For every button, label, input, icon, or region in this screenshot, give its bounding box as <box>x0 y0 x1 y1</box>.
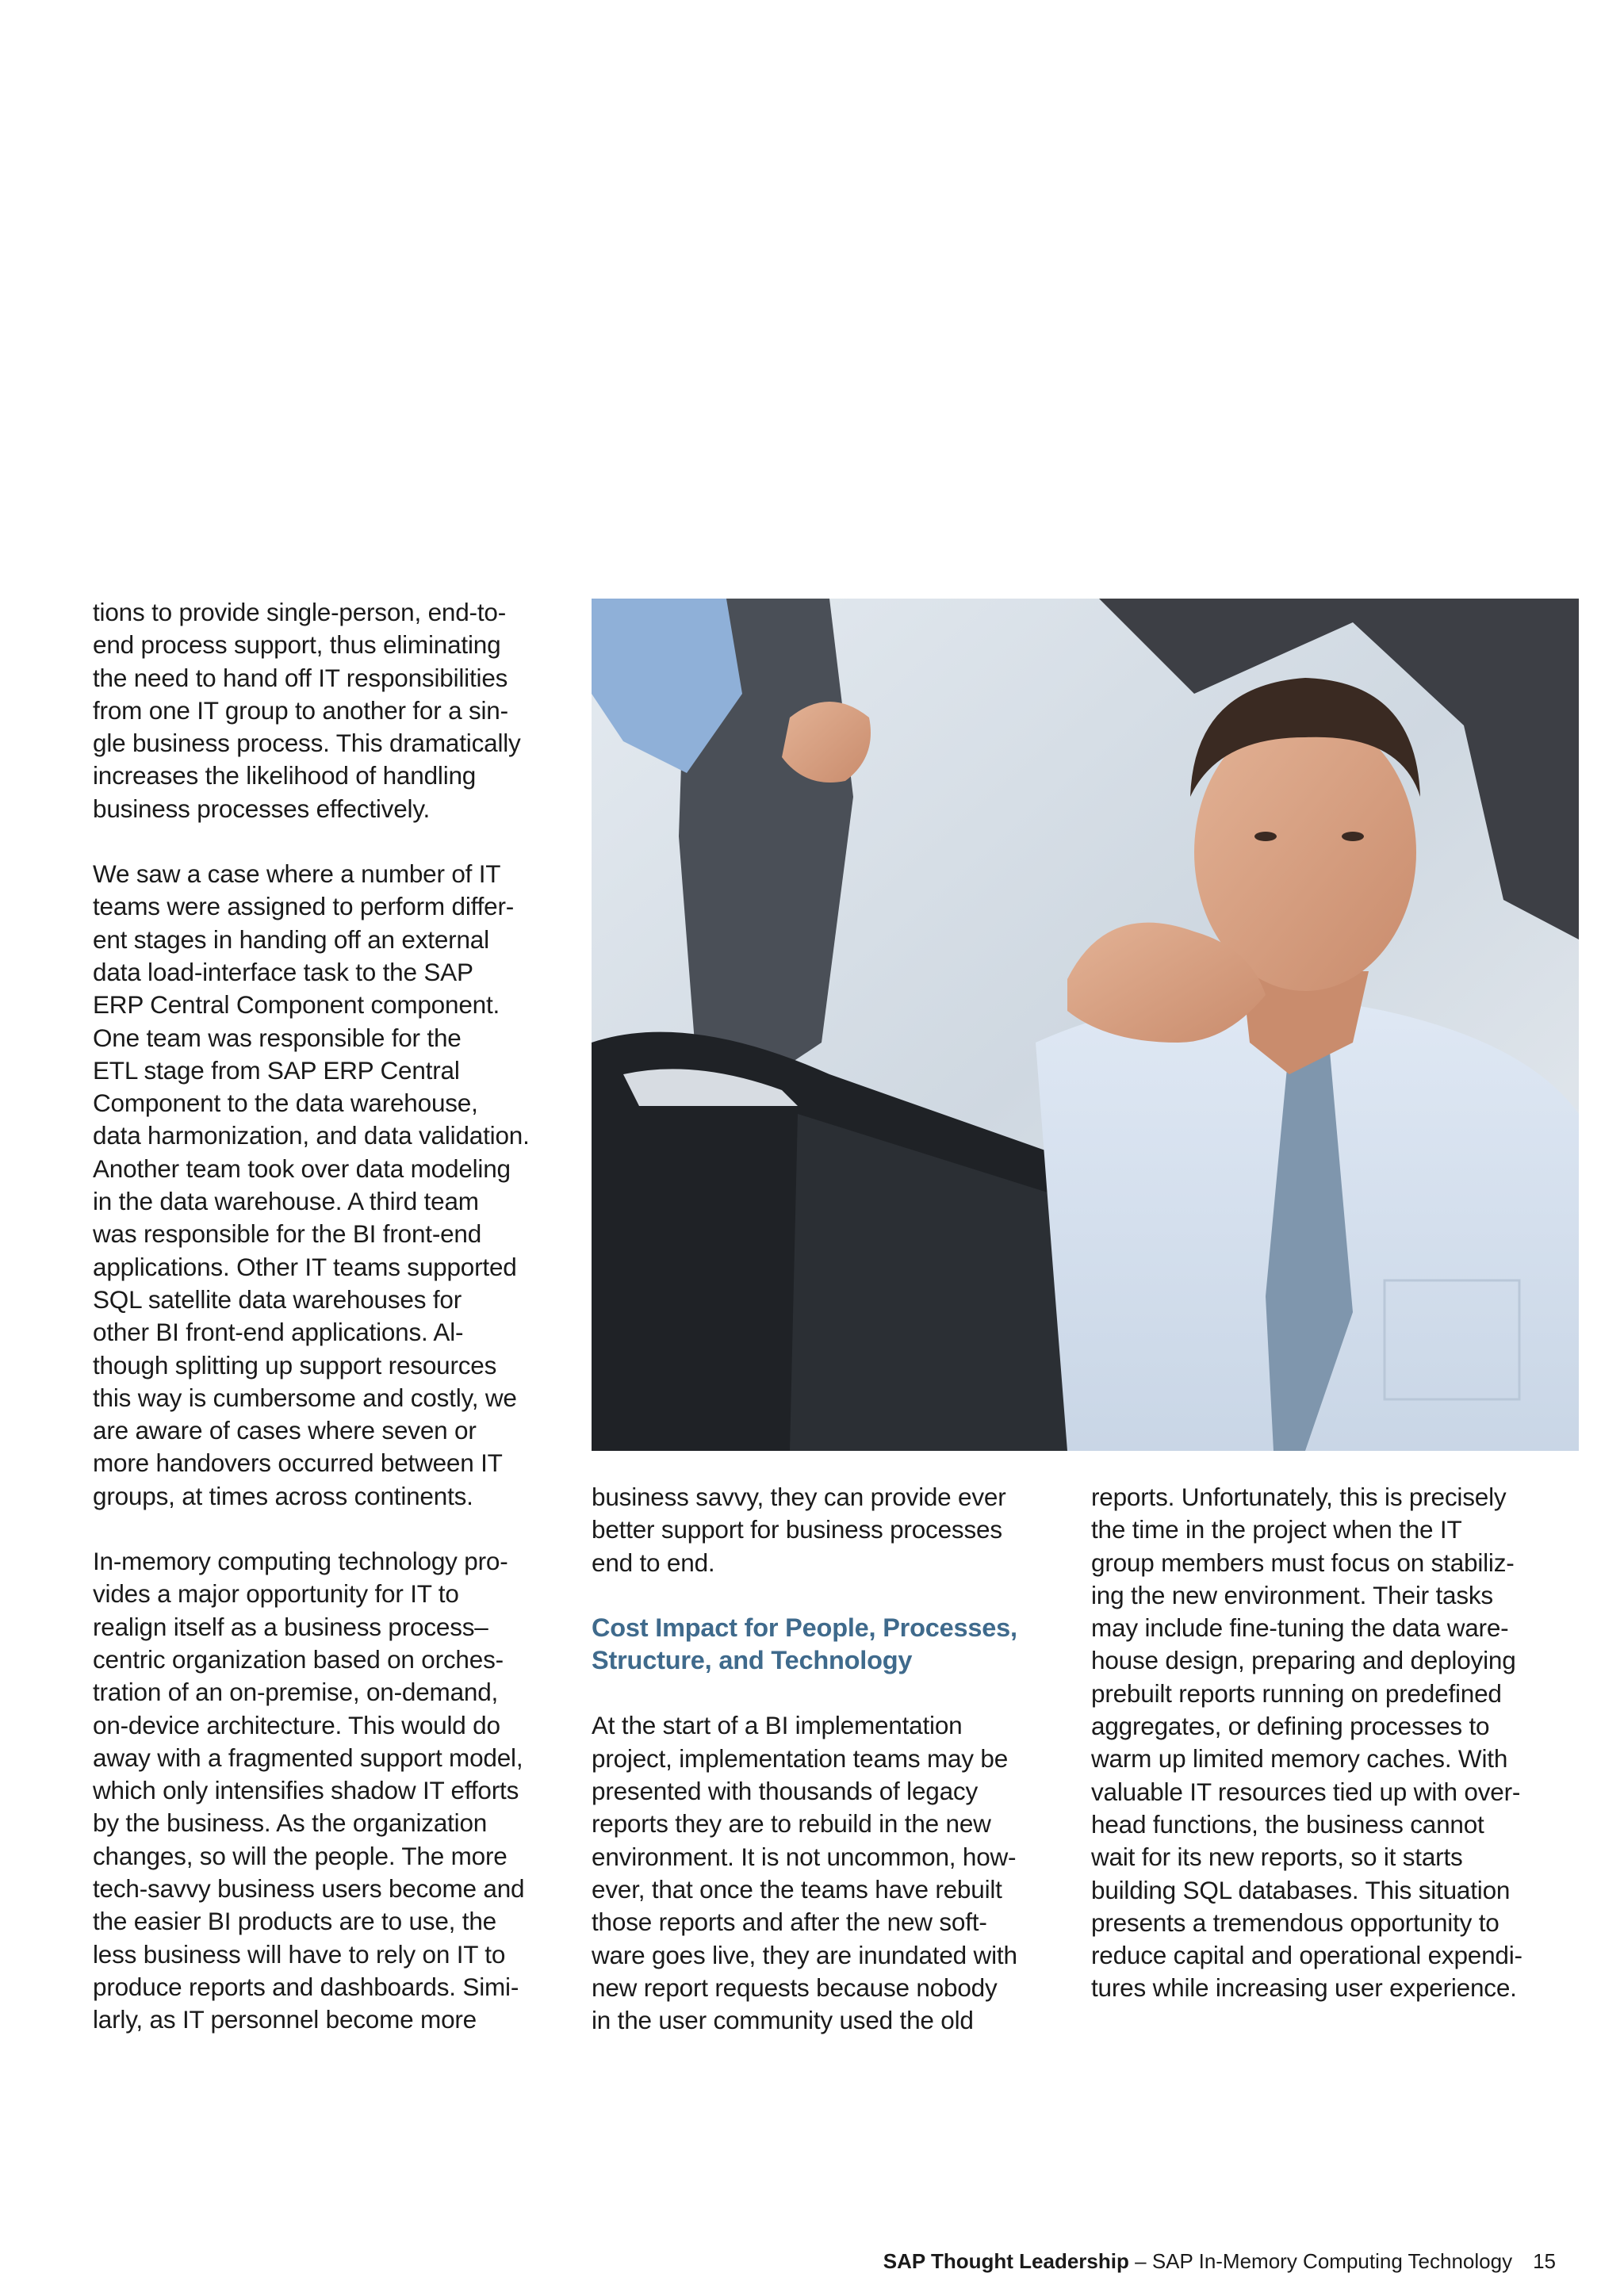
paragraph: We saw a case where a number of IT teams were assigned to perform differ- ent stages in handing off an external data load-interface task to the SAP ERP Central Component component. One team was responsible for the ETL stage from SAP ERP Central Component to the data warehouse, data harmonization, and data validation. Another team took over data modeling in the data warehouse. A third team was responsible for the BI front-end applications. Other IT teams supported SQL satellite data warehouses for other BI front-end applications. Al- though splitting up support resources this way is cumbersome and costly, we are aware of cases where seven or more handovers occurred between IT groups, at times across continents. <box>93 859 530 1510</box>
paragraph: reports. Unfortunately, this is precisely the time in the project when the IT group members must focus on stabiliz- ing the new environment. Their tasks may include fine-tuning the data ware- house design, preparing and deploying prebuilt reports running on predefined aggregates, or defining processes to warm up limited memory caches. With valuable IT resources tied up with over- head functions, the business cannot wait for its new reports, so it starts building SQL databases. This situation presents a tremendous opportunity to reduce capital and operational expendi- tures while increasing user experience. <box>1091 1483 1522 2003</box>
page-number: 15 <box>1533 2249 1556 2273</box>
paragraph: tions to provide single-person, end-to- end process support, thus eliminating the need to hand off IT responsibilities from one IT group to another for a sin- gle business process. This dramatically increases the likelihood of handling business processes effectively. <box>93 598 521 823</box>
footer-brand: SAP Thought Leadership <box>883 2249 1129 2273</box>
office-photo <box>592 599 1579 1451</box>
footer-separator: – <box>1128 2249 1152 2273</box>
section-heading: Cost Impact for People, Processes, Structure, and Technology <box>592 1613 1017 1675</box>
text-column-2 <box>592 1481 1067 2037</box>
text-column-1 <box>93 596 569 2036</box>
photo-illustration <box>592 599 1579 1451</box>
page-footer <box>883 2248 1556 2275</box>
paragraph: At the start of a BI implementation project, implementation teams may be presented with thousands of legacy reports they are to rebuild in the new environment. It is not uncommon, how- ever, that once the teams have rebuilt those reports and after the new soft- ware goes live, they are inundated with new report requests because nobody in the user community used the old <box>592 1711 1017 2035</box>
text-column-3 <box>1091 1481 1567 2005</box>
footer-title: SAP In-Memory Computing Technology <box>1151 2249 1513 2273</box>
paragraph: business savvy, they can provide ever better support for business processes end to end. <box>592 1483 1006 1577</box>
paragraph: In-memory computing technology pro- vides a major opportunity for IT to realign itself as a business process– centric organization based on orches- tration of an on-premise, on-demand, on-device architecture. This would do away with a fragmented support model, which only intensifies shadow IT efforts by the business. As the organization changes, so will the people. The more tech-savvy business users become and the easier BI products are to use, the less business will have to rely on IT to produce reports and dashboards. Simi- larly, as IT personnel become more <box>93 1547 525 2034</box>
